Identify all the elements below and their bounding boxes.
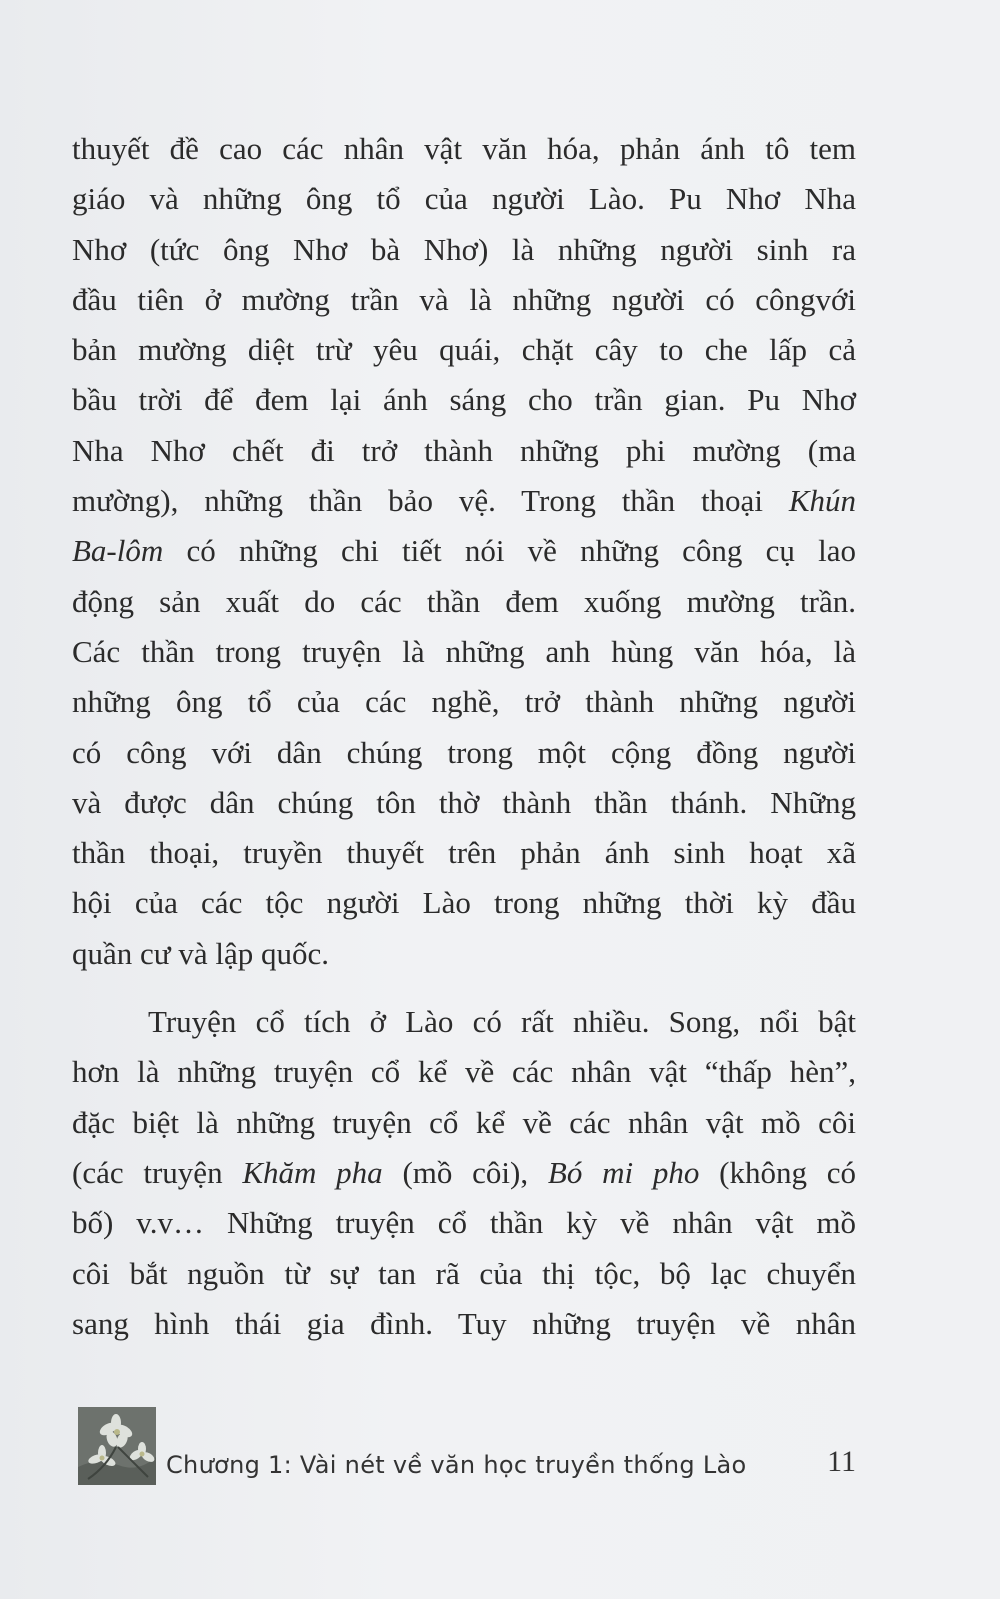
text-segment: (mồ côi), (382, 1154, 548, 1190)
text-segment: những ông tổ của các nghề, trở thành những người (72, 684, 856, 720)
text-segment: quần cư và lập quốc. (72, 935, 329, 971)
text-line (72, 997, 856, 1047)
text-segment: có công với dân chúng trong một cộng đồng người (72, 734, 856, 770)
text-line (72, 476, 856, 526)
text-segment: có những chi tiết nói về những công cụ lao (163, 533, 856, 569)
text-segment: Truyện cổ tích ở Lào có rất nhiều. Song, nổi bật (148, 1004, 856, 1040)
flower-photo-icon (78, 1407, 156, 1485)
text-segment: bản mường diệt trừ yêu quái, chặt cây to che lấp cả (72, 332, 856, 368)
text-line (72, 677, 856, 727)
text-segment: động sản xuất do các thần đem xuống mường trần. (72, 583, 856, 619)
text-segment: hội của các tộc người Lào trong những thời kỳ đầu (72, 885, 856, 921)
text-segment: đặc biệt là những truyện cổ kể về các nhân vật mồ côi (72, 1104, 856, 1140)
text-line (72, 275, 856, 325)
text-segment: bầu trời để đem lại ánh sáng cho trần gian. Pu Nhơ (72, 382, 856, 418)
text-line (72, 778, 856, 828)
text-segment: hơn là những truyện cổ kể về các nhân vật “thấp hèn”, (72, 1054, 856, 1090)
text-segment: thuyết đề cao các nhân vật văn hóa, phản ánh tô tem (72, 131, 856, 166)
text-line (72, 325, 856, 375)
text-segment: Các thần trong truyện là những anh hùng văn hóa, là (72, 633, 856, 669)
body-text (72, 124, 856, 1349)
italic-title: Khăm pha (242, 1154, 383, 1190)
text-line (72, 1198, 856, 1248)
text-line (72, 124, 856, 174)
text-line (72, 1148, 856, 1198)
paragraph (72, 124, 856, 979)
text-line (72, 1299, 856, 1349)
text-line (72, 1249, 856, 1299)
page-footer (78, 1407, 868, 1485)
text-segment: mường), những thần bảo vệ. Trong thần thoại (72, 483, 789, 519)
text-line (72, 225, 856, 275)
text-segment: thần thoại, truyền thuyết trên phản ánh sinh hoạt xã (72, 835, 856, 871)
text-line (72, 1098, 856, 1148)
text-segment: côi bắt nguồn từ sự tan rã của thị tộc, bộ lạc chuyển (72, 1255, 856, 1291)
paragraph (72, 997, 856, 1349)
text-segment: Nha Nhơ chết đi trở thành những phi mường (ma (72, 432, 856, 468)
text-segment: sang hình thái gia đình. Tuy những truyện về nhân (72, 1305, 856, 1341)
text-segment: Nhơ (tức ông Nhơ bà Nhơ) là những người sinh ra (72, 231, 856, 267)
text-segment: (không có (699, 1154, 856, 1190)
page-number: 11 (827, 1445, 856, 1478)
text-segment: (các truyện (72, 1154, 243, 1190)
text-segment: bố) v.v… Những truyện cổ thần kỳ về nhân vật mồ (72, 1205, 856, 1241)
text-segment: giáo và những ông tổ của người Lào. Pu Nhơ Nha (72, 181, 856, 217)
text-line (72, 929, 856, 979)
text-line (72, 627, 856, 677)
text-line (72, 878, 856, 928)
italic-title: Khún (788, 483, 856, 519)
text-line (72, 174, 856, 224)
text-segment: đầu tiên ở mường trần và là những người có côngvới (72, 281, 856, 317)
text-segment: và được dân chúng tôn thờ thành thần thánh. Những (72, 784, 856, 820)
italic-title: Bó mi pho (547, 1154, 700, 1190)
text-line (72, 577, 856, 627)
text-line (72, 828, 856, 878)
text-line (72, 1047, 856, 1097)
chapter-title: Chương 1: Vài nét về văn học truyền thống Lào (166, 1451, 747, 1479)
italic-title: Ba-lôm (72, 533, 164, 569)
text-line (72, 426, 856, 476)
text-line (72, 375, 856, 425)
text-line (72, 526, 856, 576)
text-line (72, 728, 856, 778)
